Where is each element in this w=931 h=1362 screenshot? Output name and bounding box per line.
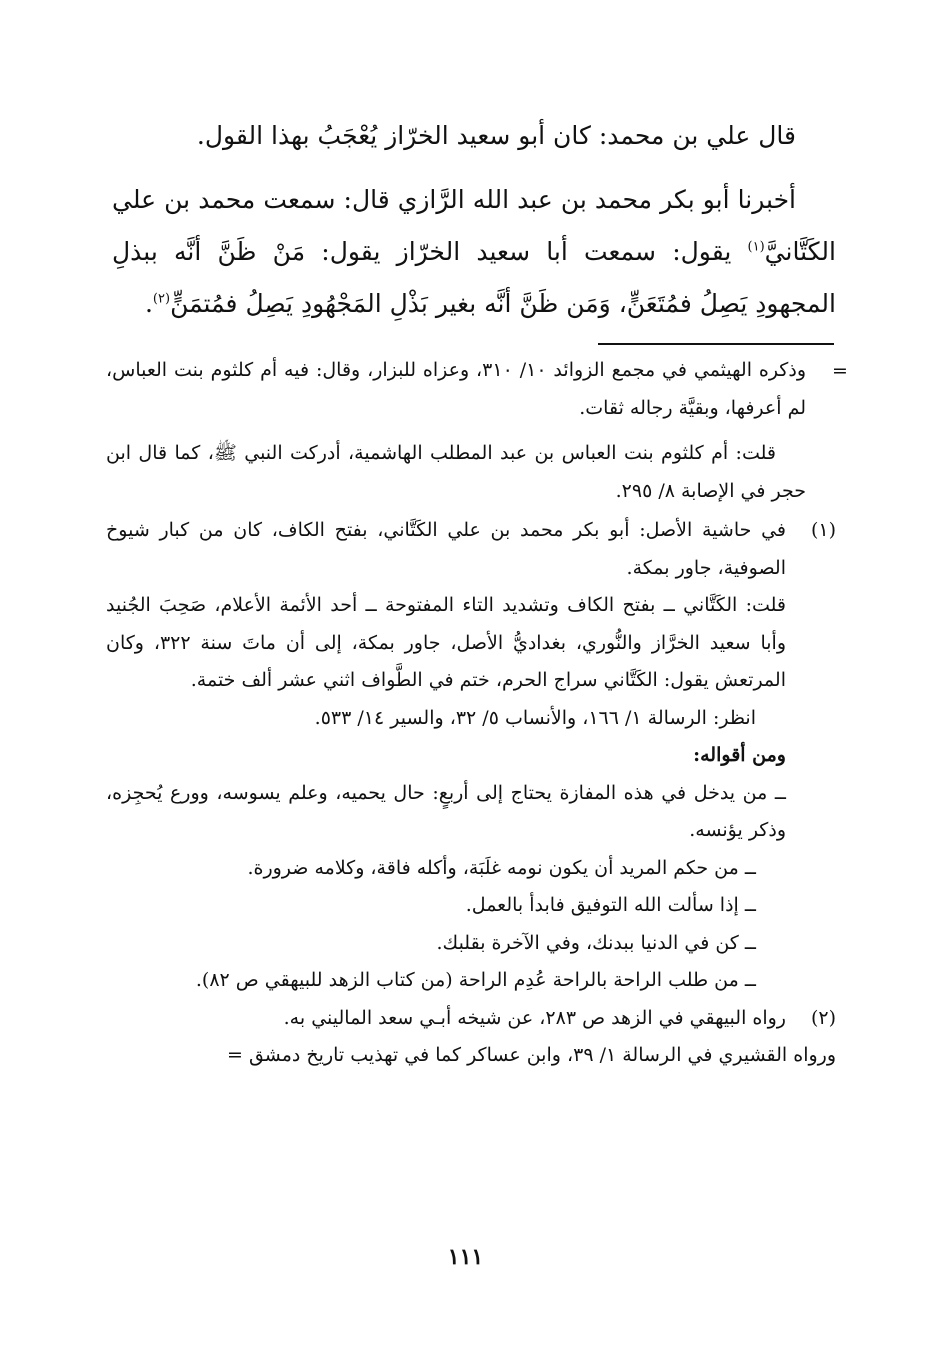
para2-end: . [144,289,153,318]
sayings-heading: ومن أقواله: [693,744,786,766]
footnote-ref-1[interactable]: (١) [747,239,765,255]
para2-text-b: يقول: سمعت أبا سعيد الخرّاز يقول: مَنْ ظَنَّ أنَّه ببذلِ المجهودِ يَصِلُ فمُتَعَنٍّ، وَمَن ظَنَّ أنَّه بغير بَذْلِ المَجْهُودِ يَصِلُ فمُتمَنٍّ [112,237,836,318]
footnote-1-number: (١) [810,519,836,541]
main-paragraph-2 [112,174,836,330]
footnote-continuation-2: قلت: أم كلثوم بنت العباس بن عبد المطلب الهاشمية، أدركت النبي ﷺ، كما قال ابن حجر في الإصابة ٨/ ٢٩٥. [106,442,806,502]
footnote-1-references: انظر: الرسالة ١/ ١٦٦، والأنساب ٥/ ٣٢، والسير ١٤/ ٥٣٣. [314,706,756,729]
footnote-2-number: (٢) [810,1006,836,1029]
main-text [112,110,836,330]
footnote-1-body [106,512,786,1000]
page-number: ١١١ [447,1244,484,1270]
saying-1: ــ من يدخل في هذه المفازة يحتاج إلى أربعٍ: حال يحميه، وعلم يسوسه، وورع يُحجِزه، وذكر يؤنسه. [106,781,786,841]
footnote-1-para-2: قلت: الكَتَّاني ــ بفتح الكاف وتشديد التاء المفتوحة ــ أحد الأئمة الأعلام، صَحِبَ الجُنيد وأبا سعيد الخرَّاز والنُّوري، بغداديُّ الأصل، جاور بمكة، إلى أن ماتَ سنة ٣٢٢، وكان المرتعش يقول: الكَتَّاني سراج الحرم، ختم في الطَّواف اثني عشر ألف ختمة. [106,594,786,691]
footnote-2-para-2 [106,1037,836,1075]
footnote-2-para-1: رواه البيهقي في الزهد ص ٢٨٣، عن شيخه أبـي سعد الماليني به. [283,1006,786,1029]
footnote-1-para-1: في حاشية الأصل: أبو بكر محمد بن علي الكَتَّاني، بفتح الكاف، كان من كبار شيوخ الصوفية، جاور بمكة. [106,519,786,579]
saying-2: ــ من حكم المريد أن يكون نومه غلَبَة، وأكله فاقة، وكلامه ضرورة. [247,856,756,879]
footnote-2-para-2-text: ورواه القشيري في الرسالة ١/ ٣٩، وابن عساكر كما في تهذيب تاريخ دمشق [248,1044,836,1066]
continuation-marker-end: = [226,1044,243,1066]
main-line-1: قال علي بن محمد: كان أبو سعيد الخرّاز يُعْجَبُ بهذا القول. [196,121,796,150]
footnote-2-body [106,1000,786,1038]
saying-4: ــ كن في الدنيا ببدنك، وفي الآخرة بقلبك. [436,931,756,954]
para2-text-a: أخبرنا أبو بكر محمد بن عبد الله الرَّازي قال: سمعت محمد بن علي الكَتَّانيَّ [112,185,836,266]
continuation-marker: = [832,360,848,382]
footnote-2 [106,1000,836,1038]
footnotes [106,352,836,1075]
saying-3: ــ إذا سألت الله التوفيق فابدأ بالعمل. [465,894,756,916]
footnote-ref-2[interactable]: (٢) [152,291,171,307]
saying-5: ــ من طلب الراحة بالراحة عُدِم الراحة (من كتاب الزهد للبيهقي ص ٨٢). [195,969,756,991]
footnote-1 [106,512,836,1000]
footnote-separator [598,343,834,345]
footnote-continuation-1: وذكره الهيثمي في مجمع الزوائد ١٠/ ٣١٠، وعزاه للبزار، وقال: فيه أم كلثوم بنت العباس، لم أعرفها، وبقيَّة رجاله ثقات. [106,359,806,419]
